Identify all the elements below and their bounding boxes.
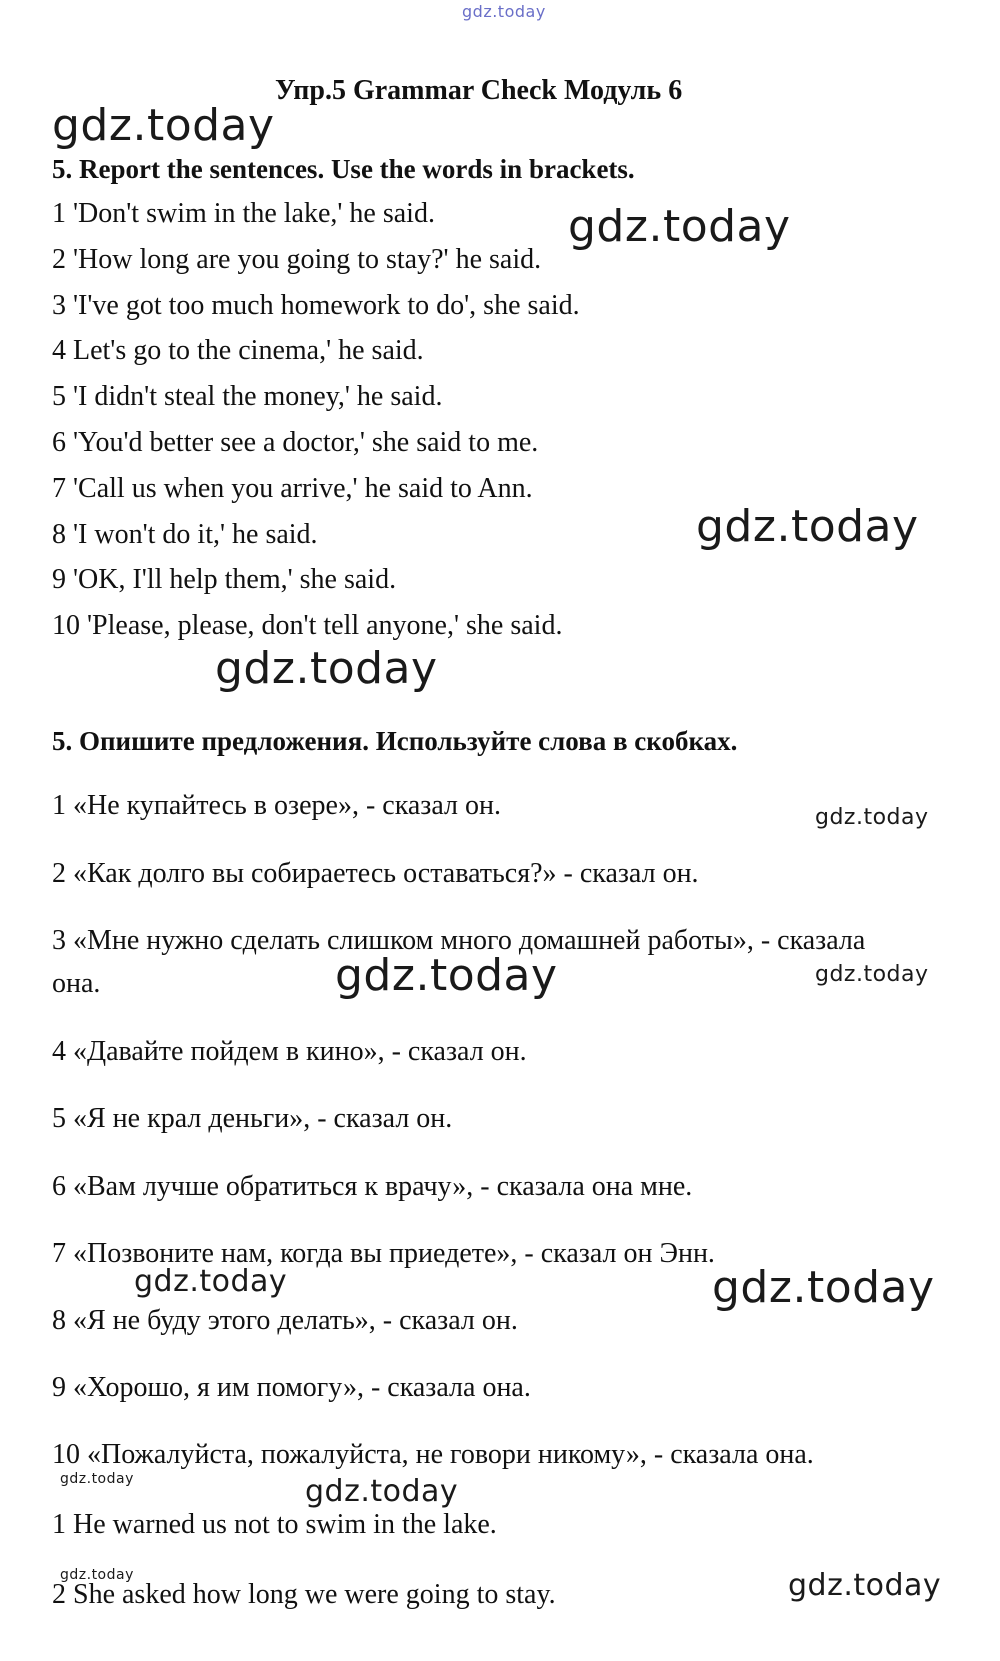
watermark: gdz.today [335, 950, 558, 1001]
watermark: gdz.today [134, 1264, 288, 1299]
russian-item: 1 «Не купайтесь в озере», - сказал он. [52, 790, 501, 821]
english-item: 1 'Don't swim in the lake,' he said. [52, 198, 435, 229]
russian-item: 5 «Я не крал деньги», - сказал он. [52, 1103, 453, 1134]
russian-item: 8 «Я не буду этого делать», - сказал он. [52, 1305, 518, 1336]
russian-item: 9 «Хорошо, я им помогу», - сказала она. [52, 1372, 531, 1403]
answer-item: 1 He warned us not to swim in the lake. [52, 1509, 497, 1540]
russian-item: 3 «Мне нужно сделать слишком много домашней работы», - сказала [52, 925, 866, 956]
page-title: Упр.5 Grammar Check Модуль 6 [275, 75, 683, 106]
english-item: 4 Let's go to the cinema,' he said. [52, 335, 424, 366]
russian-item: 2 «Как долго вы собираетесь оставаться?» - сказал он. [52, 858, 699, 889]
english-item: 3 'I've got too much homework to do', she said. [52, 290, 580, 321]
english-item: 5 'I didn't steal the money,' he said. [52, 381, 443, 412]
russian-item: 10 «Пожалуйста, пожалуйста, не говори никому», - сказала она. [52, 1439, 814, 1470]
english-heading: 5. Report the sentences. Use the words in brackets. [52, 154, 635, 184]
english-item: 7 'Call us when you arrive,' he said to Ann. [52, 473, 533, 504]
watermark: gdz.today [305, 1474, 459, 1509]
watermark: gdz.today [712, 1262, 935, 1313]
watermark: gdz.today [815, 805, 929, 830]
english-item: 2 'How long are you going to stay?' he said. [52, 244, 542, 275]
watermark: gdz.today [60, 1567, 134, 1583]
watermark: gdz.today [696, 501, 919, 552]
watermark: gdz.today [60, 1471, 134, 1487]
watermark: gdz.today [52, 100, 275, 151]
english-item: 8 'I won't do it,' he said. [52, 519, 318, 550]
russian-item: 7 «Позвоните нам, когда вы приедете», - сказал он Энн. [52, 1238, 715, 1269]
watermark: gdz.today [815, 962, 929, 987]
watermark: gdz.today [568, 201, 791, 252]
watermark: gdz.today [788, 1568, 942, 1603]
english-item: 10 'Please, please, don't tell anyone,' she said. [52, 610, 563, 641]
russian-item: 6 «Вам лучше обратиться к врачу», - сказала она мне. [52, 1171, 693, 1202]
english-item: 9 'OK, I'll help them,' she said. [52, 564, 397, 595]
russian-item: она. [52, 968, 101, 999]
russian-heading: 5. Опишите предложения. Используйте слова в скобках. [52, 726, 738, 756]
watermark: gdz.today [215, 643, 438, 694]
russian-item: 4 «Давайте пойдем в кино», - сказал он. [52, 1036, 527, 1067]
watermark: gdz.today [462, 2, 546, 21]
english-item: 6 'You'd better see a doctor,' she said to me. [52, 427, 539, 458]
answer-item: 2 She asked how long we were going to stay. [52, 1579, 556, 1610]
